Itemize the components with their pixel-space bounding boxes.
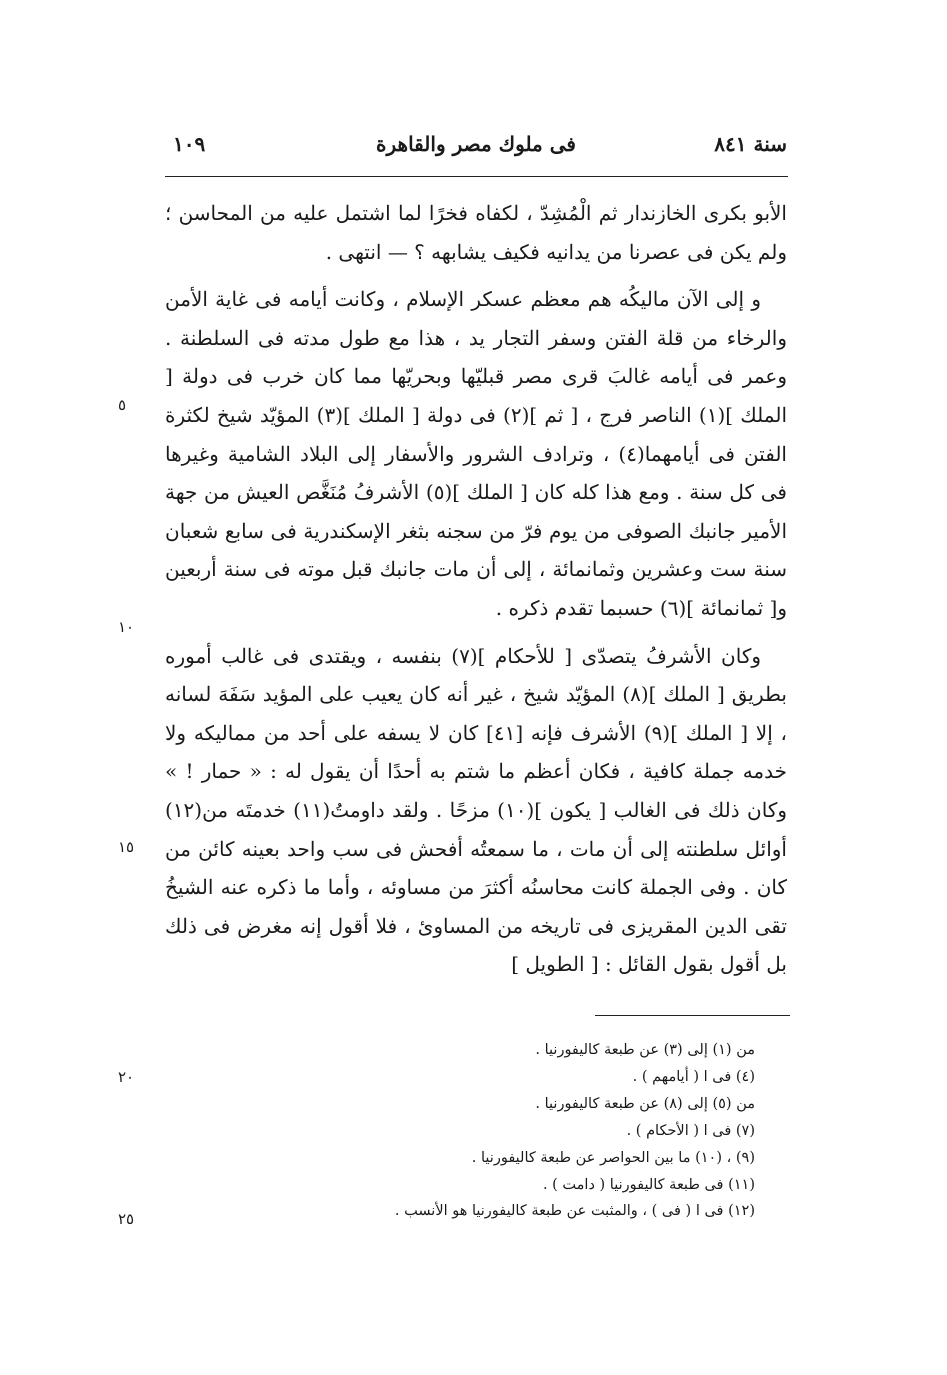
paragraph-text: الأبو بكرى الخازندار ثم الْمُشِدّ ، لكفاه فخرًا لما اشتمل عليه من المحاسن ؛ ولم يكن فى عصرنا من يدانيه فكيف يشابهه ؟ — انتهى . — [165, 201, 787, 264]
paragraph-text: وكان الأشرفُ يتصدّى [ للأحكام ](٧) بنفسه ، ويقتدى فى غالب أموره بطريق [ الملك ](٨) المؤيّد شيخ ، غير أنه كان يعيب على المؤيد سَفَهَ لسانه ، إلا [ الملك ](٩) الأشرف فإنه [٤١] كان لا يسفه على أحد من مماليكه ولا خدمه جملة كافية ، فكان أعظم ما شتم به أحدًا أن يقول له : « حمار ! » وكان ذلك فى الغالب [ يكون ](١٠) مزحًا . ولقد داومتُ(١١) خدمتَه من(١٢) أوائل سلطنته إلى أن مات ، ما سمعتُه أفحش فى سب واحد بعينه كائن من كان . وفى الجملة كانت محاسنُه أكثرَ من مساوئه ، وأما ما ذكره عنه الشيخُ تقى الدين المقريزى فى تاريخه من المساوئ ، فلا أقول إنه مغرض فى ذلك بل أقول بقول القائل : [ الطويل ] — [165, 643, 788, 977]
footnotes — [290, 1037, 755, 1225]
line-number: ١٠ — [118, 618, 135, 636]
footnote: (١٢) فى ا ( فى ) ، والمثبت عن طبعة كاليفورنيا هو الأنسب . — [394, 1203, 755, 1220]
footnote: (٩) ، (١٠) ما بين الحواصر عن طبعة كاليفورنيا . — [471, 1149, 755, 1166]
paragraph — [165, 280, 787, 627]
page-number: ١٠٩ — [173, 132, 206, 156]
header-title: فى ملوك مصر والقاهرة — [376, 132, 576, 156]
footnote: (٤) فى ا ( أيامهم ) . — [632, 1068, 755, 1085]
line-number: ٢٥ — [118, 1210, 135, 1228]
running-header — [165, 132, 787, 168]
header-year: سنة ٨٤١ — [714, 132, 787, 156]
paragraph-text: و إلى الآن ماليكُه هم معظم عسكر الإسلام ، وكانت أيامه فى غاية الأمن والرخاء من قلة الفتن وسفر التجار يد ، هذا مع طول مدته فى السلطنة . وعمر فى أيامه غالبَ قرى مصر قبليّها وبحريّها مما كان خرب فى دولة [ الملك ](١) الناصر فرج ، [ ثم ](٢) فى دولة [ الملك ](٣) المؤيّد شيخ لكثرة الفتن فى أيامهما(٤) ، وترادف الشرور والأسفار إلى البلاد الشامية وغيرها فى كل سنة . ومع هذا كله كان [ الملك ](٥) الأشرفُ مُنَغَّص العيش من جهة الأمير جانبك الصوفى من يوم فرّ من سجنه بثغر الإسكندرية فى سابع شعبان سنة ست وعشرين وثمانمائة ، إلى أن مات جانبك قبل موته فى سنة أربعين و[ ثمانمائة ](٦) حسبما تقدم ذكره . — [165, 287, 787, 620]
footnote: (١١) فى طبعة كاليفورنيا ( دامت ) . — [542, 1176, 755, 1193]
line-number: ٥ — [118, 396, 127, 414]
line-number: ١٥ — [118, 838, 135, 856]
footnote: (٧) فى ا ( الأحكام ) . — [626, 1122, 755, 1139]
paragraph — [165, 194, 787, 271]
footnote-rule — [595, 1015, 790, 1016]
main-text — [165, 194, 787, 984]
line-number: ٢٠ — [118, 1068, 135, 1086]
header-rule — [165, 176, 788, 177]
footnote: من (٥) إلى (٨) عن طبعة كاليفورنيا . — [535, 1095, 755, 1112]
paragraph — [165, 637, 787, 984]
footnote: من (١) إلى (٣) عن طبعة كاليفورنيا . — [535, 1042, 755, 1058]
